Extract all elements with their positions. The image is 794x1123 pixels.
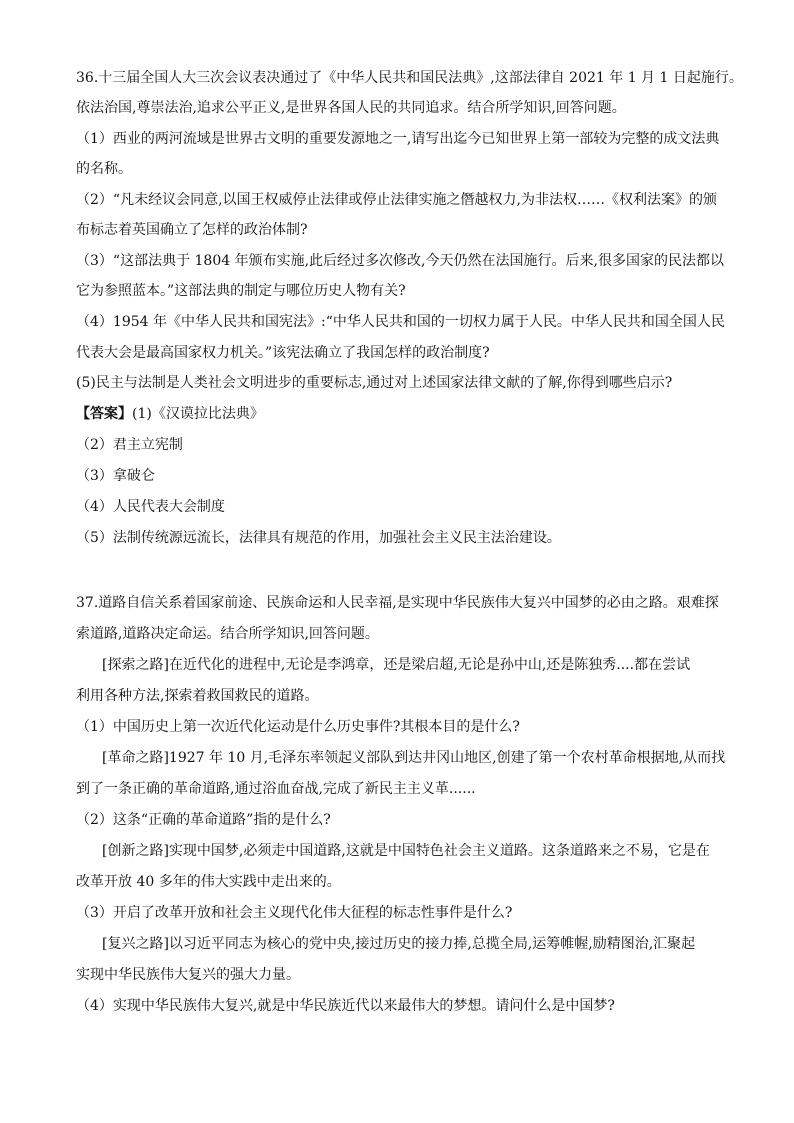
q37-sub2: （2）这条“正确的革命道路”指的是什么? [76,812,331,828]
q37-innovation-line2: 改革开放 40 多年的伟大实践中走出来的。 [76,874,341,890]
q36-intro-line1: 36.十三届全国人大三次会议表决通过了《中华人民共和国民法典》,这部法律自 2021 年 1 月 1 日起施行。 [76,70,743,86]
answer-3: （3）拿破仑 [76,468,155,484]
q36-sub5: (5)民主与法制是人类社会文明进步的重要标志,通过对上述国家法律文献的了解,你得到哪些启示? [76,375,673,391]
q37-revolution-line2: 到了一条正确的革命道路,通过浴血奋战,完成了新民主主义革...... [76,781,476,797]
q36-sub2-line1: （2）“凡未经议会同意,以国王权威停止法律或停止法律实施之僭越权力,为非法权……《权利法案》的颁 [76,192,717,208]
q37-explore-line1: [探索之路]在近代化的进程中,无论是李鸿章，还是梁启超,无论是孙中山,还是陈独秀....都在尝试 [102,657,691,673]
q36-sub4-line1: （4）1954 年《中华人民共和国宪法》:“中华人民共和国的一切权力属于人民。中华人民共和国全国人民 [76,314,725,330]
q36-sub1-line2: 的名称。 [76,161,132,177]
q37-explore-line2: 利用各种方法,探索着救国救民的道路。 [76,688,319,704]
answer-line-1 [76,404,264,424]
q36-sub3-line1: （3）“这部法典于 1804 年颁布实施,此后经过多次修改,今天仍然在法国施行。后来,很多国家的民法都以 [76,253,724,269]
q37-revival-line2: 实现中华民族伟大复兴的强大力量。 [76,967,300,983]
answer-tag: 【答案】 [76,406,132,422]
q36-intro-line2: 依法治国,尊崇法治,追求公平正义,是世界各国人民的共同追求。结合所学知识,回答问题。 [76,100,626,116]
answer-2: （2）君主立宪制 [76,437,183,453]
answer-5: （5）法制传统源远流长，法律具有规范的作用，加强社会主义民主法治建设。 [76,530,561,546]
q36-sub4-line2: 代表大会是最高国家权力机关。”该宪法确立了我国怎样的政治制度? [76,345,490,361]
q37-sub3: （3）开启了改革开放和社会主义现代化伟大征程的标志性事件是什么? [76,905,513,921]
answer-1: (1)《汉谟拉比法典》 [132,406,264,422]
answer-4: （4）人民代表大会制度 [76,499,225,515]
q36-sub2-line2: 布标志着英国确立了怎样的政治体制? [76,222,308,238]
q37-intro-line1: 37.道路自信关系着国家前途、民族命运和人民幸福,是实现中华民族伟大复兴中国梦的必由之路。艰难探 [76,595,719,611]
q36-sub3-line2: 它为参照蓝本。”这部法典的制定与哪位历史人物有关? [76,283,406,299]
q37-intro-line2: 索道路,道路决定命运。结合所学知识,回答问题。 [76,626,379,642]
q36-sub1-line1: （1）西业的两河流域是世界古文明的重要发源地之一,请写出迄今已知世界上第一部较为完整的成文法典 [76,131,720,147]
q37-innovation-line1: [创新之路]实现中国梦,必须走中国道路,这就是中国特色社会主义道路。这条道路来之不易，它是在 [102,843,710,859]
q37-sub4: （4）实现中华民族伟大复兴,就是中华民族近代以来最伟大的梦想。请问什么是中国梦? [76,998,615,1014]
q37-sub1: （1）中国历史上第一次近代化运动是什么历史事件?其根本目的是什么? [76,719,520,735]
q37-revolution-line1: [革命之路]1927 年 10 月,毛泽东率领起义部队到达井冈山地区,创建了第一个农村革命根据地,从而找 [102,750,726,766]
q37-revival-line1: [复兴之路]以习近平同志为核心的党中央,接过历史的接力捧,总揽全局,运筹帷幄,励精图治,汇聚起 [102,936,696,952]
